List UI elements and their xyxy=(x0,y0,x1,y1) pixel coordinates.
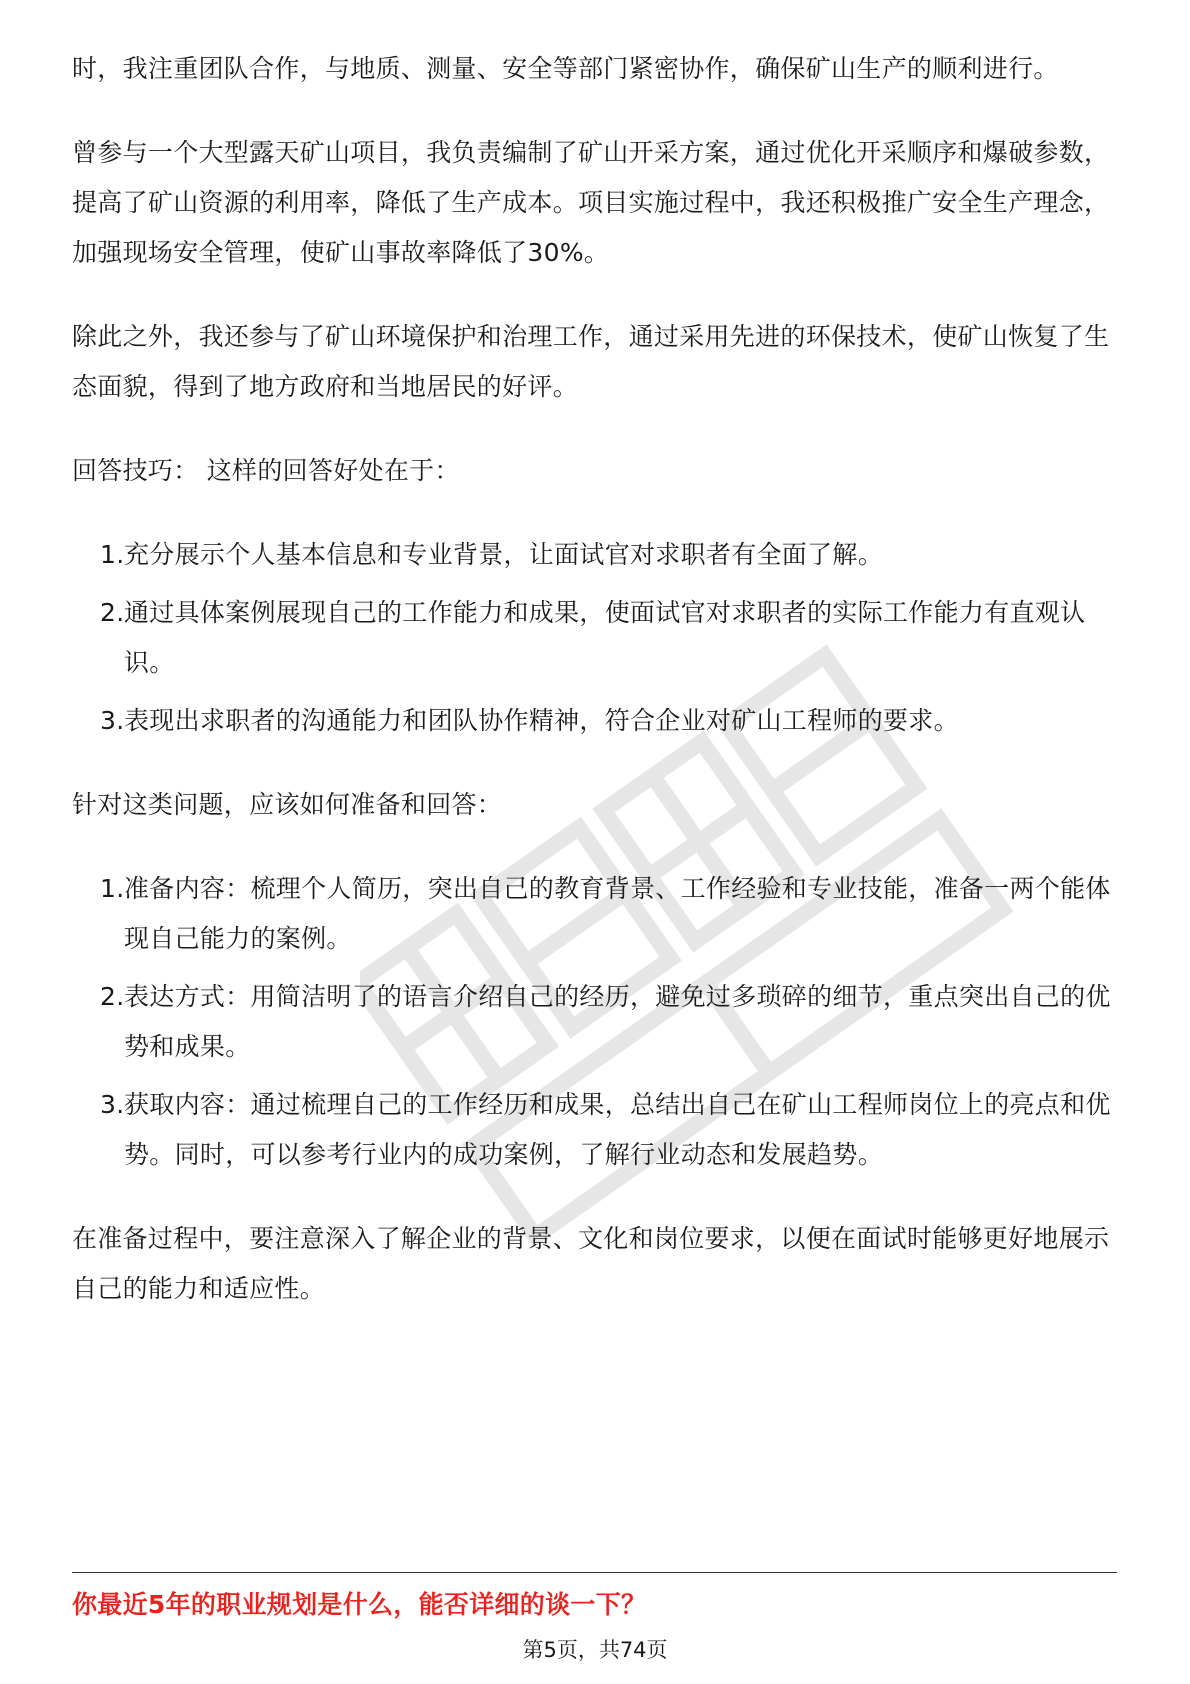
list-item-text: 充分展示个人基本信息和专业背景，让面试官对求职者有全面了解。 xyxy=(124,540,884,569)
preparation-heading: 针对这类问题，应该如何准备和回答： xyxy=(72,790,503,819)
next-question-heading: 你最近5年的职业规划是什么，能否详细的谈一下？ xyxy=(72,1590,647,1619)
list-item-number: 1. xyxy=(100,874,125,903)
paragraph-environment-work: 除此之外，我还参与了矿山环境保护和治理工作，通过采用先进的环保技术，使矿山恢复了生态面貌，得到了地方政府和当地居民的好评。 xyxy=(72,322,1110,401)
answer-tips-list xyxy=(72,530,1117,746)
list-item-text: 准备内容：梳理个人简历，突出自己的教育背景、工作经验和专业技能，准备一两个能体现自己能力的案例。 xyxy=(124,874,1111,953)
list-item-text: 表达方式：用简洁明了的语言介绍自己的经历，避免过多琐碎的细节，重点突出自己的优势和成果。 xyxy=(124,982,1111,1061)
list-item-number: 2. xyxy=(100,982,125,1011)
paragraph-teamwork: 时，我注重团队合作，与地质、测量、安全等部门紧密协作，确保矿山生产的顺利进行。 xyxy=(72,54,1059,83)
answer-tips-heading: 回答技巧： 这样的回答好处在于： xyxy=(72,456,460,485)
list-item xyxy=(72,696,1117,746)
list-item-text: 表现出求职者的沟通能力和团队协作精神，符合企业对矿山工程师的要求。 xyxy=(124,706,959,735)
list-item-number: 3. xyxy=(100,1090,125,1119)
list-item-text: 获取内容：通过梳理自己的工作经历和成果，总结出自己在矿山工程师岗位上的亮点和优势。同时，可以参考行业内的成功案例，了解行业动态和发展趋势。 xyxy=(124,1090,1111,1169)
section-divider xyxy=(72,1572,1117,1573)
list-item xyxy=(72,588,1117,688)
page-number-footer: 第5页，共74页 xyxy=(522,1638,668,1662)
list-item-number: 3. xyxy=(100,706,125,735)
paragraph-project-experience: 曾参与一个大型露天矿山项目，我负责编制了矿山开采方案，通过优化开采顺序和爆破参数，提高了矿山资源的利用率，降低了生产成本。项目实施过程中，我还积极推广安全生产理念，加强现场安全管理，使矿山事故率降低了30%。 xyxy=(72,138,1110,267)
preparation-list xyxy=(72,864,1117,1180)
closing-paragraph: 在准备过程中，要注意深入了解企业的背景、文化和岗位要求，以便在面试时能够更好地展示自己的能力和适应性。 xyxy=(72,1224,1110,1303)
list-item xyxy=(72,864,1117,964)
list-item-text: 通过具体案例展现自己的工作能力和成果，使面试官对求职者的实际工作能力有直观认识。 xyxy=(124,598,1086,677)
list-item-number: 1. xyxy=(100,540,125,569)
document-body xyxy=(72,44,1117,1348)
list-item xyxy=(72,530,1117,580)
list-item-number: 2. xyxy=(100,598,125,627)
list-item xyxy=(72,1080,1117,1180)
list-item xyxy=(72,972,1117,1072)
